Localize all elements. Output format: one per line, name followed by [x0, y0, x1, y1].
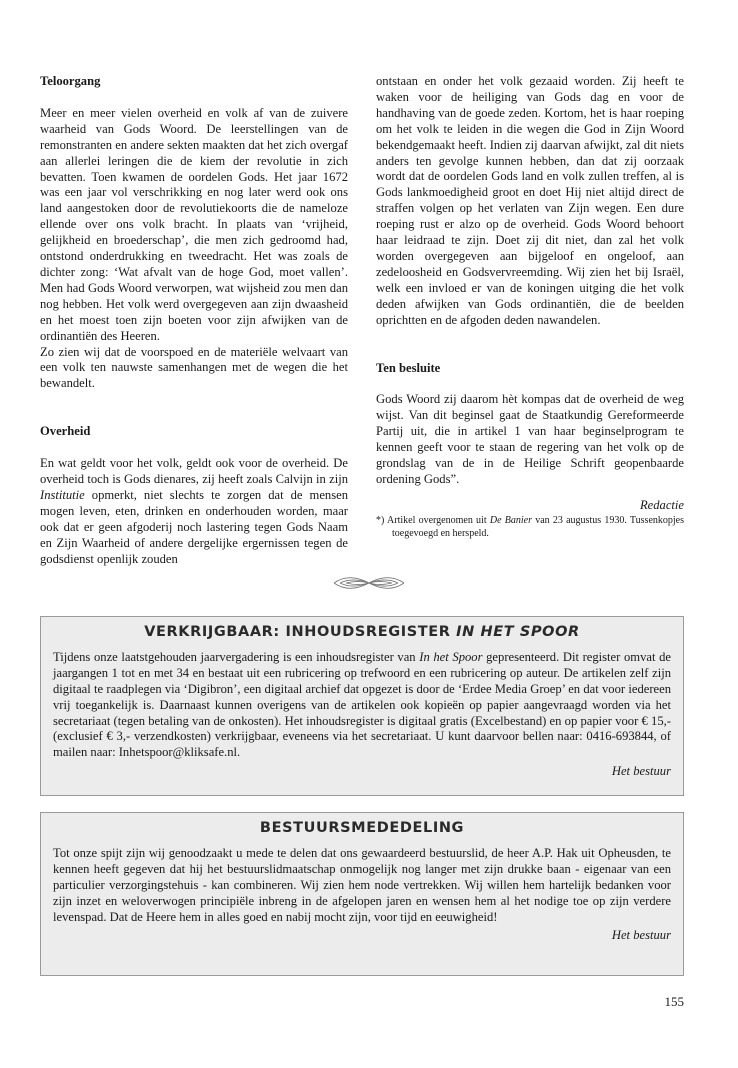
footnote-marker: *): [376, 514, 385, 526]
notice-box-register: [40, 616, 684, 796]
paragraph-overheid-part1: En wat geldt voor het volk, geldt ook voor de overheid. De overheid toch is Gods dienares, zij heeft zoals Calvijn in zijn: [40, 456, 348, 487]
footnote-source: De Banier: [489, 514, 532, 526]
paragraph-teloorgang-2: Zo zien wij dat de voorspoed en de materiële welvaart van een volk ten nauwste samenhangen met de wegen die het bewandelt.: [40, 344, 348, 391]
notice-signature-register: Het bestuur: [611, 764, 671, 779]
footnote: [376, 514, 684, 540]
notice-title-register-italic: IN HET SPOOR: [456, 624, 580, 640]
notice-title-register: [53, 625, 671, 641]
notice-body-register: [53, 650, 671, 761]
heading-overheid: Overheid: [40, 424, 91, 439]
notice-signature-bestuur: Het bestuur: [611, 928, 671, 943]
footnote-text-2: van 23 augustus 1930. Tussenkopjes toegevoegd en herspeld.: [392, 514, 684, 539]
left-column: [40, 74, 348, 567]
signature-redactie: Redactie: [639, 497, 684, 512]
scroll-flourish-icon: [332, 574, 406, 592]
paragraph-teloorgang-1: Meer en meer vielen overheid en volk af van de zuivere waarheid van Gods Woord. De leerstellingen van de remonstranten en andere sekten maakten dat het zich overgaf aan allerlei leringen die de kiem der revolutie in zich bevatten. Toen kwamen de oordelen Gods. Het jaar 1672 was een jaar vol verschrikking en nog later werd ook ons land aangestoken door de revolutiekoorts die de nameloze ellende over ons volk bracht. In plaats van ‘vrijheid, gelijkheid en broederschap’, die men zich gedroomd had, ontstond onderdrukking en tweedracht. Het was zoals de dichter zong: ‘Wat afvalt van de hoge God, moet vallen’. Men had Gods Woord verworpen, wat wijsheid zou men dan nog hebben. Het volk werd overgegeven aan zijn dwaasheid en het moest toen zijn boeten voor zijn afwijken van de ordinantiën des Heeren.: [40, 105, 348, 343]
notice-body-bestuur: Tot onze spijt zijn wij genoodzaakt u mede te delen dat ons gewaardeerd bestuurslid, de heer A.P. Hak uit Opheusden, te kennen heeft gegeven dat hij het bestuurslidmaatschap onmogelijk nog langer met zijn drukke baan - eigenaar van een particulier verzorgingstehuis - kan combineren. Wij zien hem node vertrekken. Wij willen hem hartelijk bedanken voor zijn inzet en weloverwogen principiële inbreng in de afgelopen jaren en wensen hem al het nodige toe op zijn verdere levenspad. Dat de Heere hem in alles goed en nabij mocht zijn, voor tijd en eeuwigheid!: [53, 845, 671, 924]
notice-body-register-part2: gepresenteerd. Dit register omvat de jaargangen 1 tot en met 34 en bestaat uit een rubricering op trefwoord en een rubricering op auteur. De artikelen zelf zijn digitaal te raadplegen via ‘Digibron’, een digitaal archief dat opgezet is door de ‘Erdee Media Groep’ en dat voor iedereen vrij toegankelijk is. Daarnaast kunnen overigens van de artikelen ook kopieën op papier aangevraagd worden via het secretariaat (tegen betaling van de onkosten). Het inhoudsregister is digitaal gratis (Excelbestand) en op papier voor € 15,- (exclusief € 3,- verzendkosten) verkrijgbaar, eveneens via het secretariaat. U kunt daarvoor bellen naar: 0416-693844, of mailen naar: Inhetspoor@kliksafe.nl.: [53, 649, 671, 760]
institutie-title: Institutie: [40, 487, 85, 502]
notice-title-bestuur: BESTUURSMEDEDELING: [259, 820, 465, 836]
notice-body-register-part1: Tijdens onze laatstgehouden jaarvergadering is een inhoudsregister van: [53, 649, 420, 664]
paragraph-overheid: [40, 456, 348, 567]
notice-box-bestuur: [40, 812, 684, 976]
heading-ten-besluite: Ten besluite: [376, 360, 441, 375]
right-column: [376, 74, 684, 540]
notice-title-register-prefix: VERKRIJGBAAR: INHOUDSREGISTER: [144, 624, 457, 640]
footnote-text-1: Artikel overgenomen uit: [384, 514, 490, 526]
notice-body-register-italic: In het Spoor: [419, 649, 483, 664]
heading-teloorgang: Teloorgang: [40, 74, 101, 88]
paragraph-ten-besluite: Gods Woord zij daarom hèt kompas dat de overheid de weg wijst. Van dit beginsel gaat de Staatkundig Gereformeerde Partij uit, die in artikel 1 van haar beginselprogram te kennen geeft voor te staan de regering van het volk op de grondslag van de in de Heilige Schrift geopenbaarde ordening Gods”.: [376, 392, 684, 486]
paragraph-continued: ontstaan en onder het volk gezaaid worden. Zij heeft te waken voor de heiliging van Gods dag en voor de handhaving van de goede zeden. Kortom, het is haar roeping om het volk te leiden in die wegen die God in Zijn Woord bekendgemaakt heeft. Indien zij daarvan afwijkt, zal dit niets anders ten gevolge kunnen hebben, dan dat zij oorzaak wordt dat de oordelen Gods land en volk zullen treffen, al is Gods lankmoedigheid groot en doet Hij niet altijd direct de straffen volgen op het verlaten van Zijn wegen. Een dure roeping rust er alzo op de overheid. Gods Woord behoort haar leidraad te zijn. Doet zij dit niet, dan zal het volk worden overgegeven aan bijgeloof en ongeloof, aan zedeloosheid en Godsvervreemding. Wij zien het bij Israël, welk een invloed er van de koningen uitging die het volk deden afwijken van Gods ordinantiën, die de beelden oprichtten en de afgoden deden nawandelen.: [376, 74, 684, 327]
page-number: 155: [664, 994, 684, 1009]
paragraph-overheid-part2: opmerkt, niet slechts te zorgen dat de mensen mogen leven, eten, drinken en onderhouden worden, maar ook dat er geen afgoderij noch lastering tegen Gods Naam en Zijn Waarheid of andere dergelijke ergernissen tegen de godsdienst openlijk zouden: [40, 487, 348, 566]
